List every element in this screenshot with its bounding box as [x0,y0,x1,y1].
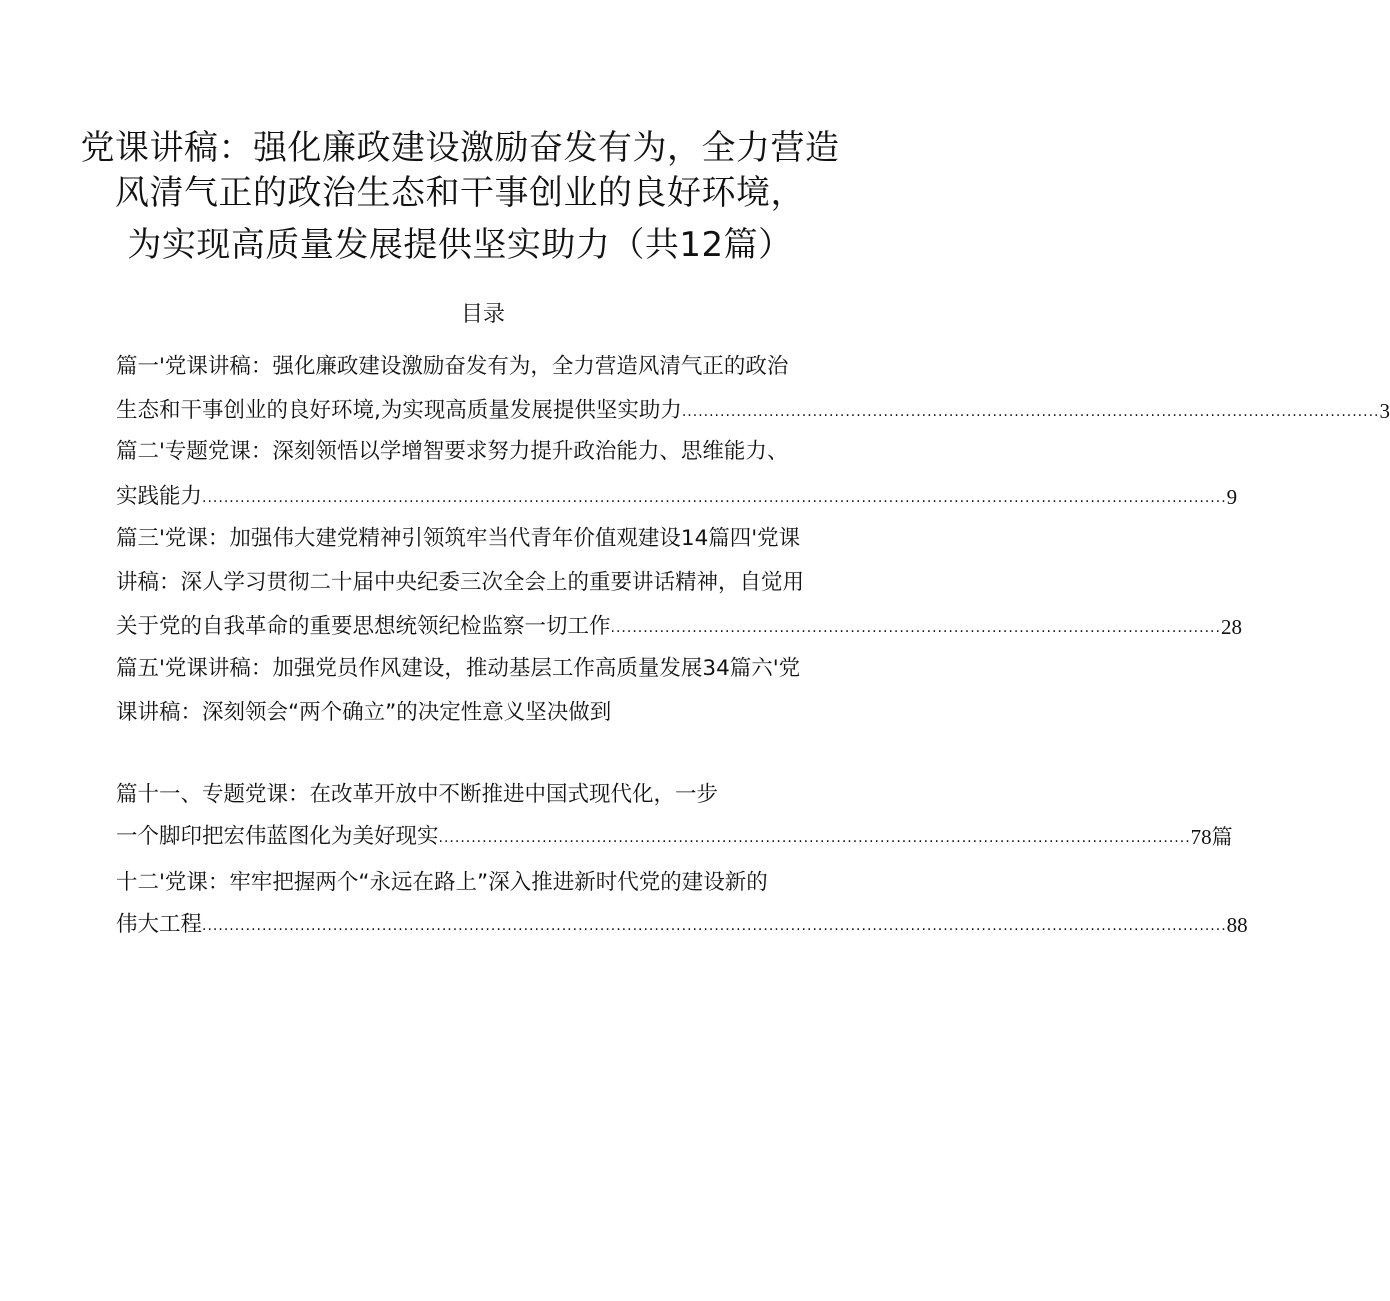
toc-line: 篇一'党课讲稿：强化廉政建设激励奋发有为，全力营造风清气正的政治 [116,354,789,379]
toc-entry-text: 生态和干事创业的良好环境,为实现高质量发展提供坚实助力 [116,398,682,423]
toc-line: 十二'党课：牢牢把握两个“永远在路上”深入推进新时代党的建设新的 [116,870,768,895]
toc-entry[interactable] [116,910,1248,940]
toc-entry-text: 伟大工程 [116,912,203,937]
toc-entry-text: 关于党的自我革命的重要思想统领纪检监察一切工作 [116,614,611,639]
toc-heading: 目录 [460,302,505,327]
toc-page-number: 28 [1220,615,1242,639]
dot-leader: ............................................................................................................................................................................................ [202,918,1227,934]
toc-page-number: 78篇 [1190,825,1233,849]
toc-page-number: 3 [1379,399,1390,423]
toc-line: 讲稿：深人学习贯彻二十届中央纪委三次全会上的重要讲话精神，自觉用 [116,570,805,595]
toc-line: 课讲稿：深刻领会“两个确立”的决定性意义坚决做到 [116,700,612,725]
toc-entry[interactable] [116,482,1238,512]
toc-entry[interactable] [116,396,1390,426]
toc-entry[interactable] [116,822,1233,852]
toc-line: 篇十一、专题党课：在改革开放中不断推进中国式现代化，一步 [116,782,719,807]
dot-leader: ................................................................................................................ [610,620,1221,636]
document-title-line-3: 为实现高质量发展提供坚实助力（共12篇） [127,225,793,265]
toc-entry-text: 实践能力 [116,484,203,509]
toc-entry-text: 一个脚印把宏伟蓝图化为美好现实 [116,824,439,849]
toc-entry[interactable] [116,612,1242,642]
toc-page-number: 88 [1226,913,1248,937]
toc-line: 篇二'专题党课：深刻领悟以学增智要求努力提升政治能力、思维能力、 [116,439,789,464]
toc-page-number: 9 [1226,485,1238,509]
dot-leader: .......................................................................................................................................... [438,830,1191,846]
document-title-line-1: 党课讲稿：强化廉政建设激励奋发有为，全力营造 [80,128,840,168]
document-title-line-2: 风清气正的政治生态和干事创业的良好环境， [115,173,805,213]
dot-leader: ................................................................................................................................ [681,404,1380,420]
dot-leader: ............................................................................................................................................................................................ [202,490,1227,506]
toc-line: 篇五'党课讲稿：加强党员作风建设，推动基层工作高质量发展34篇六'党 [116,656,801,681]
toc-line: 篇三'党课：加强伟大建党精神引领筑牢当代青年价值观建设14篇四'党课 [116,526,801,551]
